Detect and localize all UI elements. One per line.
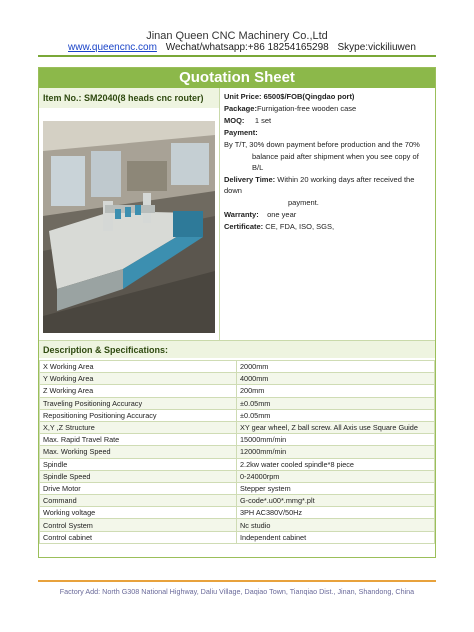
spec-name: Repositioning Positioning Accuracy xyxy=(40,409,237,421)
spec-value: 2000mm xyxy=(237,361,435,373)
spec-value: 0-24000rpm xyxy=(237,470,435,482)
spec-value: 12000mm/min xyxy=(237,446,435,458)
spec-value: 2.2kw water cooled spindle*8 piece xyxy=(237,458,435,470)
warranty-value: one year xyxy=(267,210,297,219)
specs-table xyxy=(39,360,435,544)
payment-label: Payment: xyxy=(224,128,258,137)
quotation-info xyxy=(219,88,435,358)
spec-name: Z Working Area xyxy=(40,385,237,397)
company-name: Jinan Queen CNC Machinery Co.,Ltd xyxy=(146,30,328,42)
package-label: Package: xyxy=(224,104,257,113)
warranty-label: Warranty: xyxy=(224,210,259,219)
spec-name: Drive Motor xyxy=(40,482,237,494)
spec-row xyxy=(40,482,435,494)
quotation-sheet xyxy=(38,67,436,558)
spec-name: X,Y ,Z Structure xyxy=(40,421,237,433)
spec-name: Working voltage xyxy=(40,507,237,519)
spec-value: Nc studio xyxy=(237,519,435,531)
spec-row xyxy=(40,470,435,482)
spec-value: 4000mm xyxy=(237,373,435,385)
spec-value: G-code*.u00*.mmg*.plt xyxy=(237,495,435,507)
spec-row xyxy=(40,397,435,409)
spec-row xyxy=(40,531,435,543)
spec-value: ±0.05mm xyxy=(237,409,435,421)
wechat-contact: Wechat/whatsapp:+86 18254165298 xyxy=(165,42,329,53)
delivery-line1: Within 20 working days after received the down xyxy=(224,175,415,195)
moq-label: MOQ: xyxy=(224,116,245,125)
spec-row xyxy=(40,421,435,433)
spec-name: Max. Rapid Travel Rate xyxy=(40,434,237,446)
specs-heading: Description & Specifications: xyxy=(39,340,435,358)
spec-value: 200mm xyxy=(237,385,435,397)
spec-row xyxy=(40,373,435,385)
delivery-line2: payment. xyxy=(288,198,319,207)
payment-terms-line1: By T/T, 30% down payment before production and the 70% xyxy=(224,140,420,149)
unit-price: Unit Price: 6500$/FOB(Qingdao port) xyxy=(224,92,355,101)
product-photo xyxy=(43,121,215,333)
delivery-label: Delivery Time: xyxy=(224,175,276,184)
footer-divider xyxy=(38,580,436,582)
moq-value: 1 set xyxy=(254,116,272,125)
spec-row xyxy=(40,446,435,458)
spec-name: Control System xyxy=(40,519,237,531)
spec-name: Max. Working Speed xyxy=(40,446,237,458)
skype-contact: Skype:vickiliuwen xyxy=(337,42,416,53)
spec-row xyxy=(40,519,435,531)
item-number: Item No.: SM2040(8 heads cnc router) xyxy=(39,88,219,108)
spec-row xyxy=(40,385,435,397)
header-divider xyxy=(38,55,436,57)
spec-row xyxy=(40,495,435,507)
spec-row xyxy=(40,458,435,470)
website-link[interactable]: www.queencnc.com xyxy=(68,42,157,53)
spec-value: 15000mm/min xyxy=(237,434,435,446)
spec-name: X Working Area xyxy=(40,361,237,373)
spec-value: XY gear wheel, Z ball screw. All Axis use Square Guide xyxy=(237,421,435,433)
spec-name: Command xyxy=(40,495,237,507)
package-value: Furnigation-free wooden case xyxy=(256,104,357,113)
spec-name: Control cabinet xyxy=(40,531,237,543)
certificate-label: Certificate: xyxy=(224,222,264,231)
certificate-value: CE, FDA, ISO, SGS, xyxy=(265,222,335,231)
factory-address: Factory Add: North G308 National Highway, Daliu Village, Daqiao Town, Tianqiao Dist., Jinan, Shandong, China xyxy=(59,587,415,596)
spec-row xyxy=(40,507,435,519)
spec-value: Independent cabinet xyxy=(237,531,435,543)
sheet-title: Quotation Sheet xyxy=(39,68,435,88)
spec-name: Traveling Positioning Accuracy xyxy=(40,397,237,409)
spec-name: Y Working Area xyxy=(40,373,237,385)
spec-row xyxy=(40,434,435,446)
spec-value: 3PH AC380V/50Hz xyxy=(237,507,435,519)
spec-value: ±0.05mm xyxy=(237,397,435,409)
spec-row xyxy=(40,361,435,373)
spec-row xyxy=(40,409,435,421)
payment-terms-line2: balance paid after shipment when you see copy of B/L xyxy=(252,152,419,172)
spec-value: Stepper system xyxy=(237,482,435,494)
spec-name: Spindle Speed xyxy=(40,470,237,482)
contact-line xyxy=(68,42,422,53)
spec-name: Spindle xyxy=(40,458,237,470)
